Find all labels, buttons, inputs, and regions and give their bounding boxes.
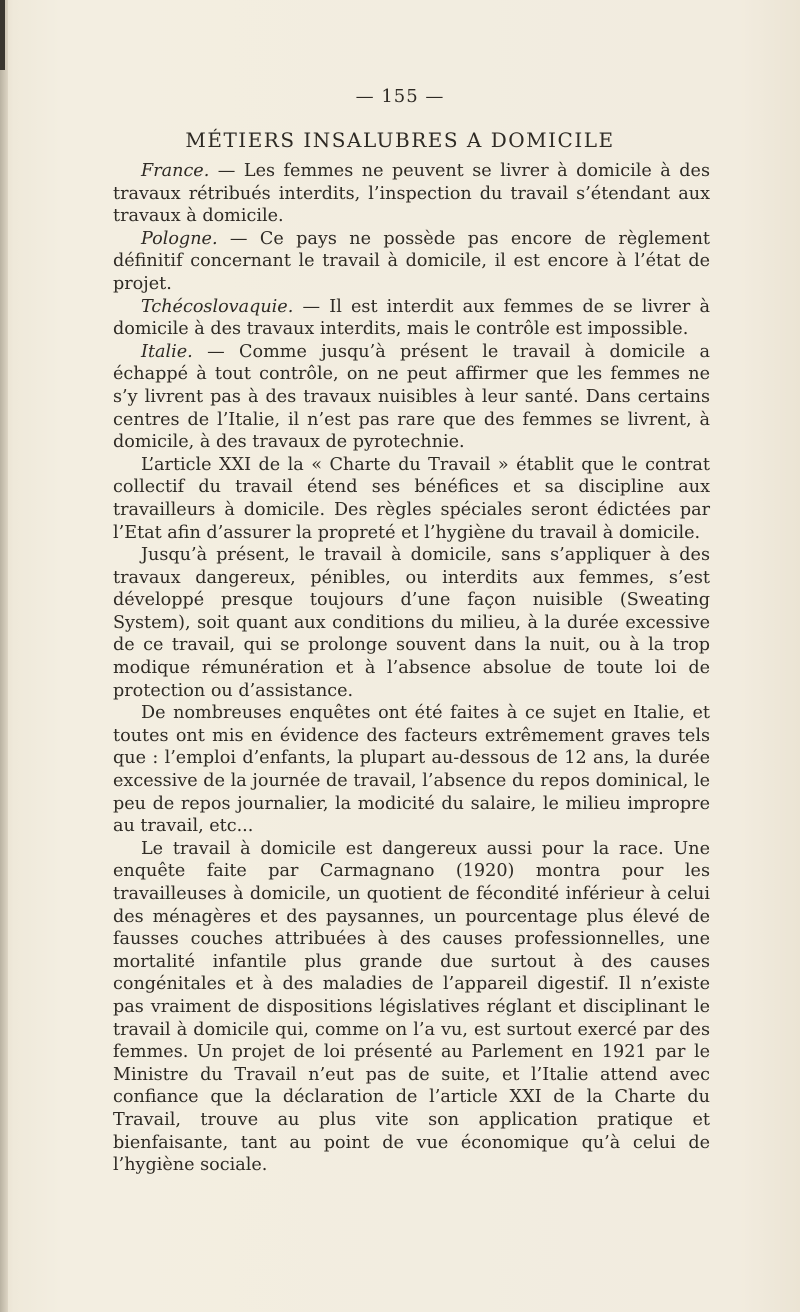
paragraph-italie [113,341,710,454]
paragraph-text: — Les femmes ne peuvent se livrer à domicile à des travaux rétribués interdits, l’inspection du travail s’étendant aux travaux à domicile. [113,161,710,227]
country-name: Pologne. [141,228,218,249]
page-binding-edge [0,0,8,1312]
paragraph-text: — Il est interdit aux femmes de se livrer à domicile à des travaux interdits, mais le contrôle est impossible. [113,296,710,340]
paragraph-text: Le travail à domicile est dangereux aussi pour la race. Une enquête faite par Carmagnano (1920) montra pour les travailleuses à domicile, un quotient de fécondité inférieur à celui des ménagères et des paysannes, un pourcentage plus élevé de fausses couches attribuées à des causes professionnelles, une mortalité infantile plus grande due surtout à des causes congénitales et à des maladies de l’appareil digestif. Il n’existe pas vraiment de dispositions législatives réglant et disciplinant le travail à domicile qui, comme on l’a vu, est surtout exercé par des femmes. Un projet de loi présenté au Parlement en 1921 par le Ministre du Travail n’eut pas de suite, et l’Italie attend avec confiance que la déclaration de l’article XXI de la Charte du Travail, trouve au plus vite son application pratique et bienfaisante, tant au point de vue économique qu’à celui de l’hygiène sociale. [113,838,710,1176]
country-name: France. [141,161,210,181]
paragraph-france [113,160,710,228]
paragraph-text: L’article XXI de la « Charte du Travail » établit que le contrat collectif du travail étend ses bénéfices et sa discipline aux travailleurs à domicile. Des règles spéciales seront édictées par l’Etat afin d’assurer la propreté et l’hygiène du travail à domicile. [113,454,710,543]
country-name: Tchécoslovaquie. [141,296,294,317]
paragraph-sweating-system [113,544,710,702]
body-text [113,160,710,1177]
paragraph-pologne [113,228,710,296]
paragraph-text: — Ce pays ne possède pas encore de règlement définitif concernant le travail à domicile, il est encore à l’état de projet. [113,228,710,294]
section-title: MÉTIERS INSALUBRES A DOMICILE [185,128,615,152]
paragraph-tchecoslovaquie [113,296,710,341]
paragraph-race [113,838,710,1177]
paragraph-text: — Comme jusqu’à présent le travail à domicile a échappé à tout contrôle, on ne peut affirmer que les femmes ne s’y livrent pas à des travaux nuisibles à leur santé. Dans certains centres de l’Italie, il n’est pas rare que des femmes se livrent, à domicile, à des travaux de pyrotechnie. [113,341,710,453]
page-number: — 155 — [355,86,445,107]
binding-shadow-mark [0,0,5,70]
paragraph-text: De nombreuses enquêtes ont été faites à ce sujet en Italie, et toutes ont mis en évidence des facteurs extrêmement graves tels que : l’emploi d’enfants, la plupart au-dessous de 12 ans, la durée excessive de la journée de travail, l’absence du repos dominical, le peu de repos journalier, la modicité du salaire, le milieu impropre au travail, etc... [113,703,710,837]
paragraph-charte [113,454,710,544]
paragraph-text: Jusqu’à présent, le travail à domicile, sans s’appliquer à des travaux dangereux, pénibles, ou interdits aux femmes, s’est développé presque toujours d’une façon nuisible (Sweating System), soit quant aux conditions du milieu, à la durée excessive de ce travail, qui se prolonge souvent dans la nuit, ou à la trop modique rémunération et à l’absence absolue de toute loi de protection ou d’assistance. [113,545,710,701]
country-name: Italie. [141,341,193,362]
paragraph-enquetes [113,702,710,838]
